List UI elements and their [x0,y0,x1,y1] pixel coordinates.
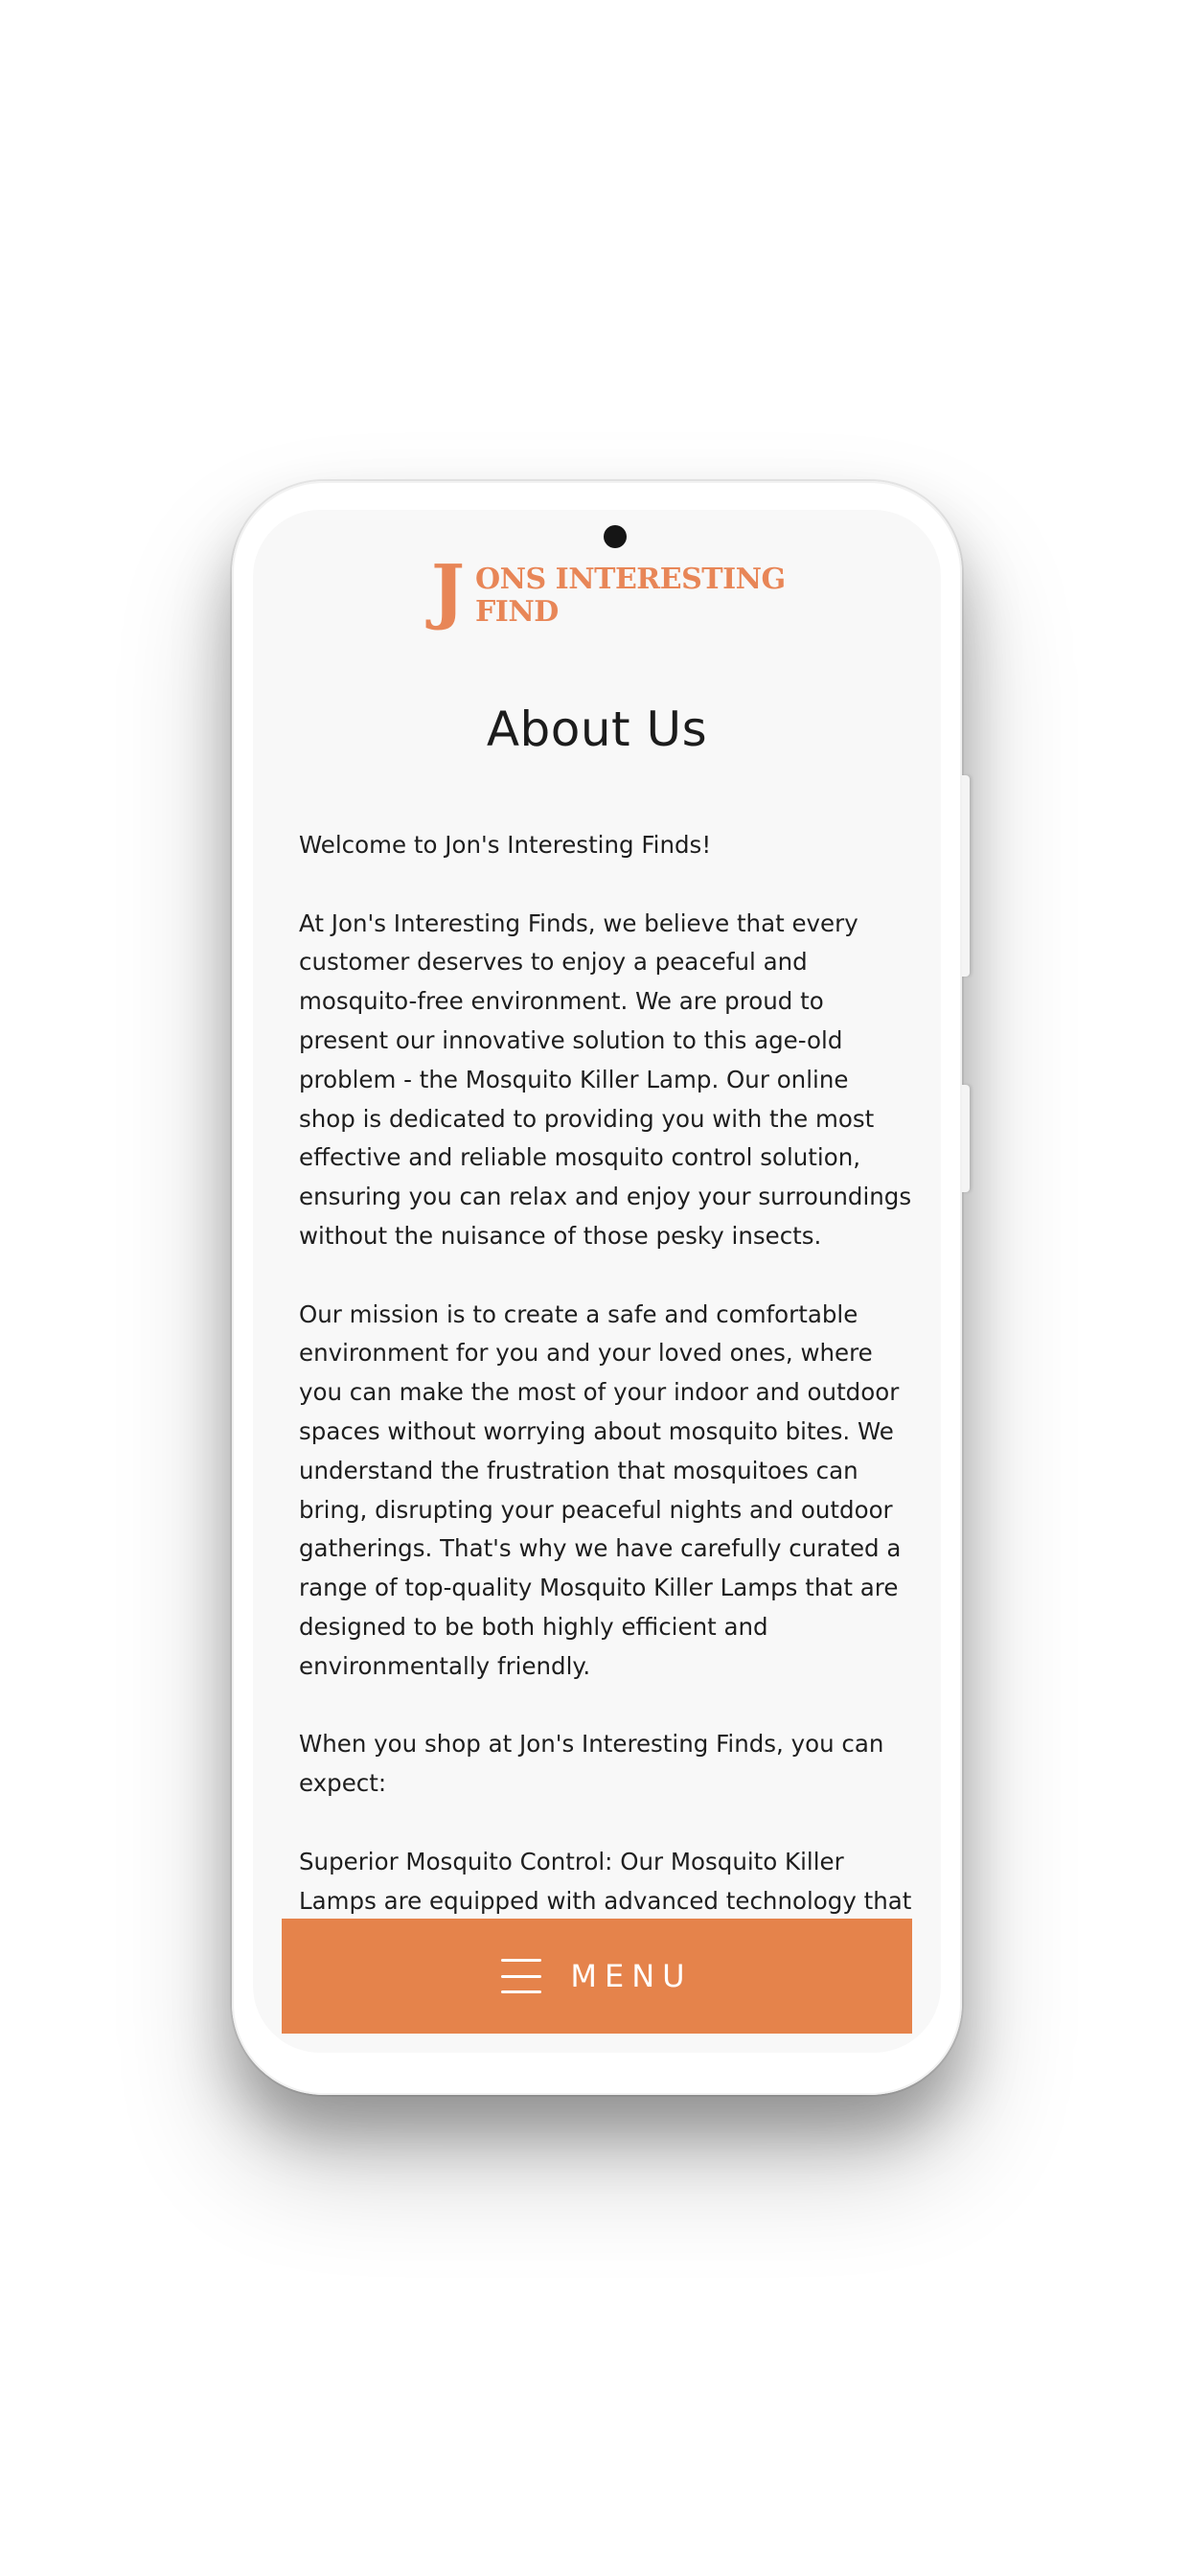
logo-initial: J [431,550,466,632]
paragraph-intro: At Jon's Interesting Finds, we believe that every customer deserves to enjoy a peaceful and mosquito-free environment. We are proud to present our innovative solution to this age-old problem - the Mosquito Killer Lamp. Our online shop is dedicated to providing you with the most effective and reliable mosquito control solution, ensuring you can relax and enjoy your surroundings without the nuisance of those pesky insects. [299,908,912,1250]
hamburger-icon [501,1959,541,1993]
site-logo[interactable] [431,550,786,632]
menu-button[interactable] [282,1919,912,2034]
paragraph-welcome: Welcome to Jon's Interesting Finds! [299,831,712,859]
menu-label: MENU [570,1958,693,1994]
phone-frame [232,481,962,2095]
page-title: About Us [486,702,708,757]
logo-line-2: FIND [475,595,559,629]
side-button-lower [962,1085,970,1192]
paragraph-superior-control: Superior Mosquito Control: Our Mosquito Killer Lamps are equipped with advanced technology that [299,1847,912,1915]
side-button-upper [962,775,970,977]
paragraph-expectations: When you shop at Jon's Interesting Finds, you can expect: [299,1730,884,1798]
logo-line-1: ONS INTERESTING [475,563,786,596]
paragraph-mission: Our mission is to create a safe and comfortable environment for you and your loved ones, where you can make the most of your indoor and outdoor spaces without worrying about mosquito bites. We understand the frustration that mosquitoes can bring, disrupting your peaceful nights and outdoor gatherings. That's why we have carefully curated a range of top-quality Mosquito Killer Lamps that are designed to be both highly efficient and environmentally friendly. [299,1300,902,1680]
phone-screen [253,510,941,2053]
front-camera [604,525,627,548]
about-content [299,826,912,1960]
